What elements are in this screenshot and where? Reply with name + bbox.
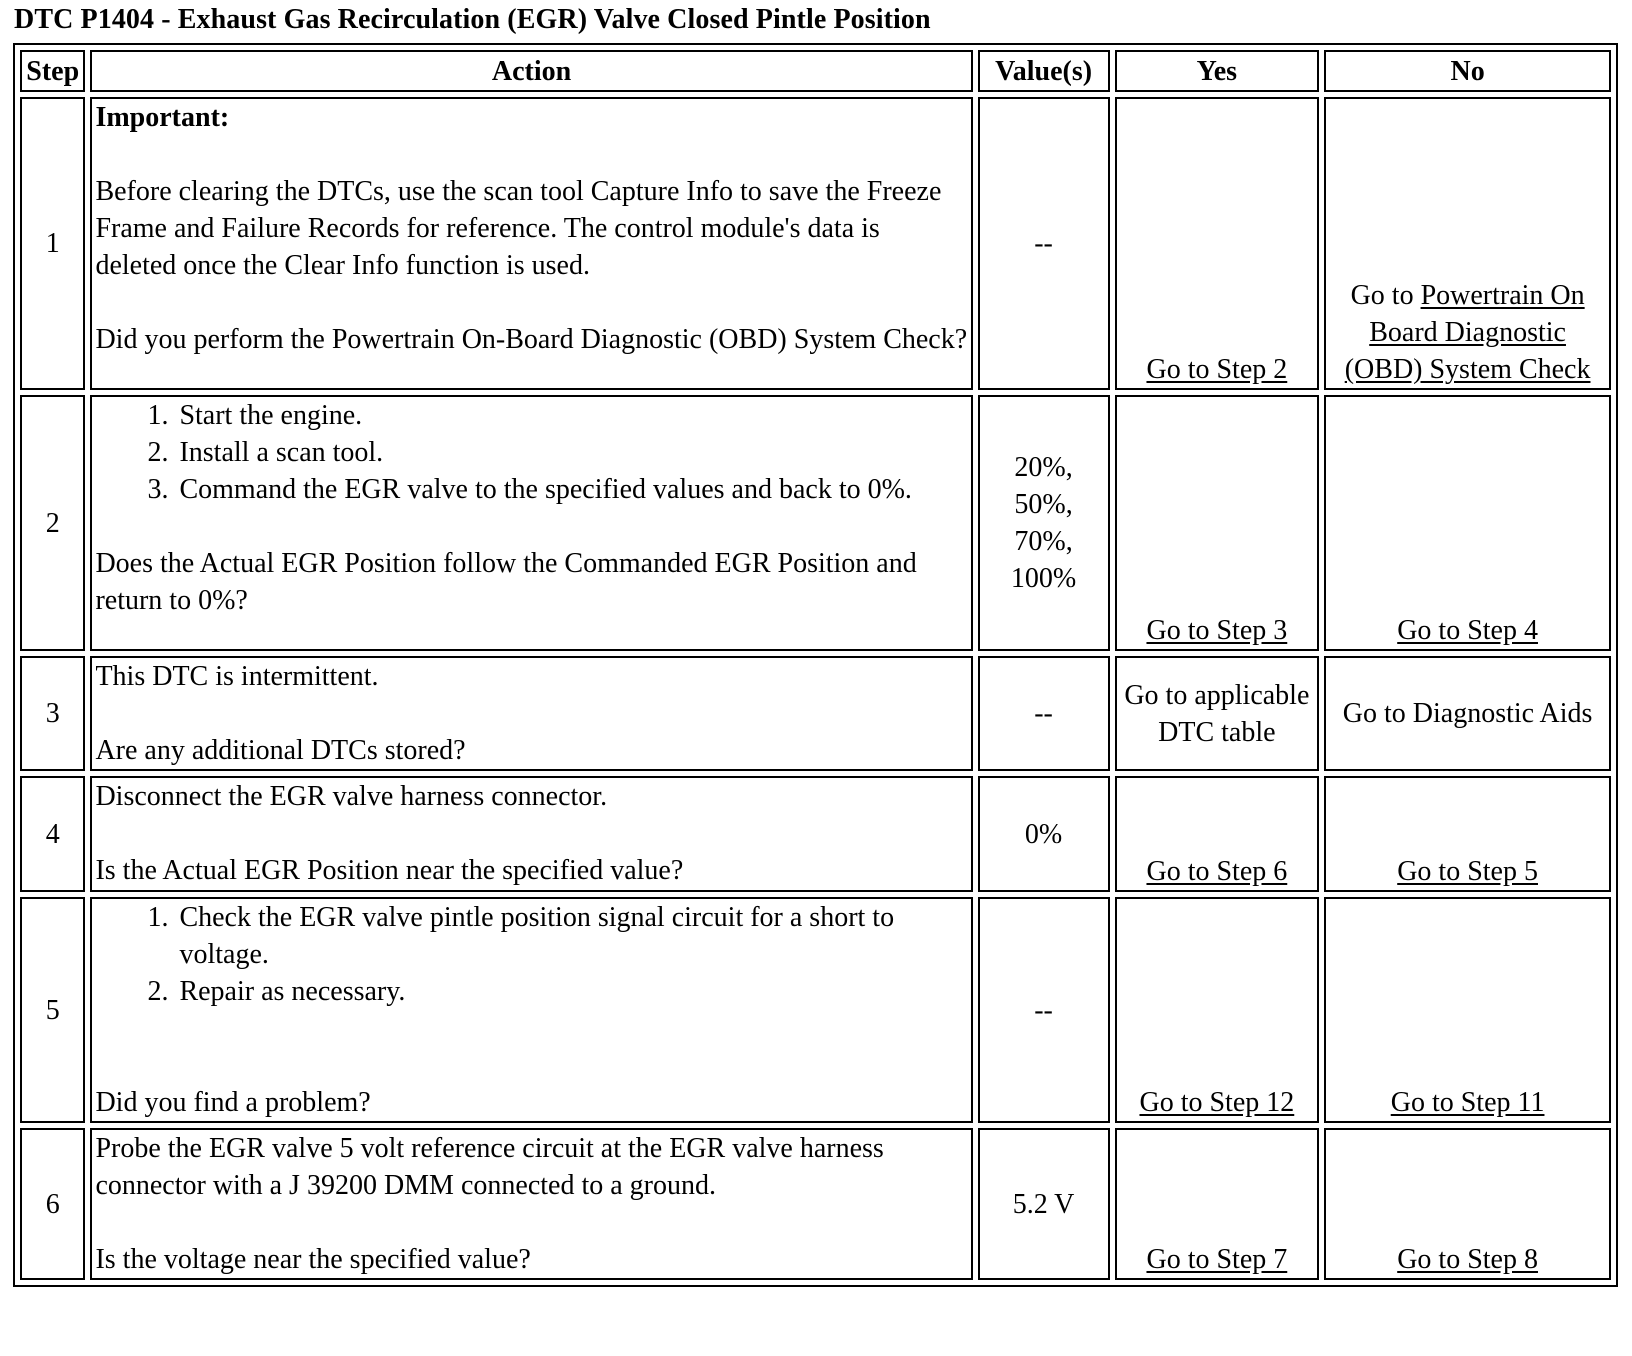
step-number: 4	[20, 776, 85, 892]
yes-cell	[1115, 897, 1320, 1123]
action-cell	[90, 97, 972, 390]
no-cell	[1324, 656, 1611, 771]
yes-cell	[1115, 1128, 1320, 1280]
go-to-diagnostic-aids-text: Go to Diagnostic Aids	[1342, 698, 1593, 729]
action-text: Probe the EGR valve 5 volt reference circuit at the EGR valve harness connector with a J 39200 DMM connected to a ground.	[95, 1133, 884, 1201]
action-text: This DTC is intermittent.	[95, 661, 379, 692]
go-to-step-link[interactable]: Go to Step 2	[1146, 354, 1288, 385]
yes-cell	[1115, 97, 1320, 390]
action-cell	[90, 897, 972, 1123]
go-to-step-link[interactable]: Go to Step 8	[1397, 1244, 1538, 1275]
action-text: Disconnect the EGR valve harness connector.	[95, 781, 608, 812]
table-row	[20, 395, 1611, 651]
step-number: 3	[20, 656, 85, 771]
action-steps-list	[95, 397, 967, 508]
header-no: No	[1324, 50, 1611, 92]
action-question: Is the voltage near the specified value?	[95, 1244, 531, 1275]
go-to-step-link[interactable]: Go to Step 5	[1397, 856, 1538, 887]
yes-cell	[1115, 776, 1320, 892]
list-item: 2. Repair as necessary.	[175, 973, 967, 1010]
important-label: Important:	[95, 102, 230, 133]
table-row	[20, 897, 1611, 1123]
value-cell: 0%	[978, 776, 1110, 892]
important-note: Before clearing the DTCs, use the scan tool Capture Info to save the Freeze Frame and Failure Records for reference. The control module's data is deleted once the Clear Info function is used.	[95, 176, 942, 281]
value-cell: --	[978, 656, 1110, 771]
action-question: Is the Actual EGR Position near the specified value?	[95, 855, 684, 886]
no-cell	[1324, 1128, 1611, 1280]
step-number: 2	[20, 395, 85, 651]
value-cell: --	[978, 897, 1110, 1123]
table-row	[20, 1128, 1611, 1280]
list-item: 2. Install a scan tool.	[175, 434, 967, 471]
value-line: 20%,	[1014, 452, 1073, 483]
header-values: Value(s)	[978, 50, 1110, 92]
go-to-step-link[interactable]: Go to Step 11	[1390, 1087, 1545, 1118]
table-row	[20, 776, 1611, 892]
list-item: 1. Check the EGR valve pintle position signal circuit for a short to voltage.	[175, 899, 967, 973]
value-line: 100%	[1010, 563, 1077, 594]
action-question: Did you find a problem?	[95, 1087, 371, 1118]
no-cell	[1324, 97, 1611, 390]
header-yes: Yes	[1115, 50, 1320, 92]
action-cell	[90, 395, 972, 651]
value-line: 70%,	[1014, 526, 1073, 557]
diagnostic-table	[13, 43, 1618, 1287]
action-question: Does the Actual EGR Position follow the Commanded EGR Position and return to 0%?	[95, 548, 917, 616]
go-to-step-link[interactable]: Go to Step 3	[1146, 615, 1288, 646]
yes-cell	[1115, 656, 1320, 771]
action-question: Are any additional DTCs stored?	[95, 735, 466, 766]
go-to-step-link[interactable]: Go to Step 4	[1397, 615, 1538, 646]
no-prefix: Go to	[1350, 280, 1421, 311]
action-question: Did you perform the Powertrain On-Board Diagnostic (OBD) System Check?	[95, 324, 968, 355]
no-cell	[1324, 776, 1611, 892]
no-cell	[1324, 395, 1611, 651]
action-steps-list	[95, 899, 967, 1010]
no-cell	[1324, 897, 1611, 1123]
value-line: 50%,	[1014, 489, 1073, 520]
go-to-step-link[interactable]: Go to Step 12	[1139, 1087, 1295, 1118]
step-number: 1	[20, 97, 85, 390]
table-row	[20, 97, 1611, 390]
yes-cell	[1115, 395, 1320, 651]
step-number: 6	[20, 1128, 85, 1280]
page-title: DTC P1404 - Exhaust Gas Recirculation (EGR) Valve Closed Pintle Position	[14, 4, 931, 35]
header-action: Action	[90, 50, 972, 92]
step-number: 5	[20, 897, 85, 1123]
table-row	[20, 656, 1611, 771]
obd-system-check-link[interactable]: Powertrain On Board Diagnostic (OBD) System Check	[1344, 280, 1591, 385]
go-to-dtc-table-text: Go to applicable DTC table	[1124, 679, 1310, 748]
table-header-row	[20, 50, 1611, 92]
action-cell	[90, 1128, 972, 1280]
value-cell: 5.2 V	[978, 1128, 1110, 1280]
value-cell	[978, 395, 1110, 651]
action-cell	[90, 776, 972, 892]
action-cell	[90, 656, 972, 771]
list-item: 3. Command the EGR valve to the specified values and back to 0%.	[175, 471, 967, 508]
header-step: Step	[20, 50, 85, 92]
go-to-step-link[interactable]: Go to Step 7	[1146, 1244, 1288, 1275]
value-cell: --	[978, 97, 1110, 390]
go-to-step-link[interactable]: Go to Step 6	[1146, 856, 1288, 887]
list-item: 1. Start the engine.	[175, 397, 967, 434]
